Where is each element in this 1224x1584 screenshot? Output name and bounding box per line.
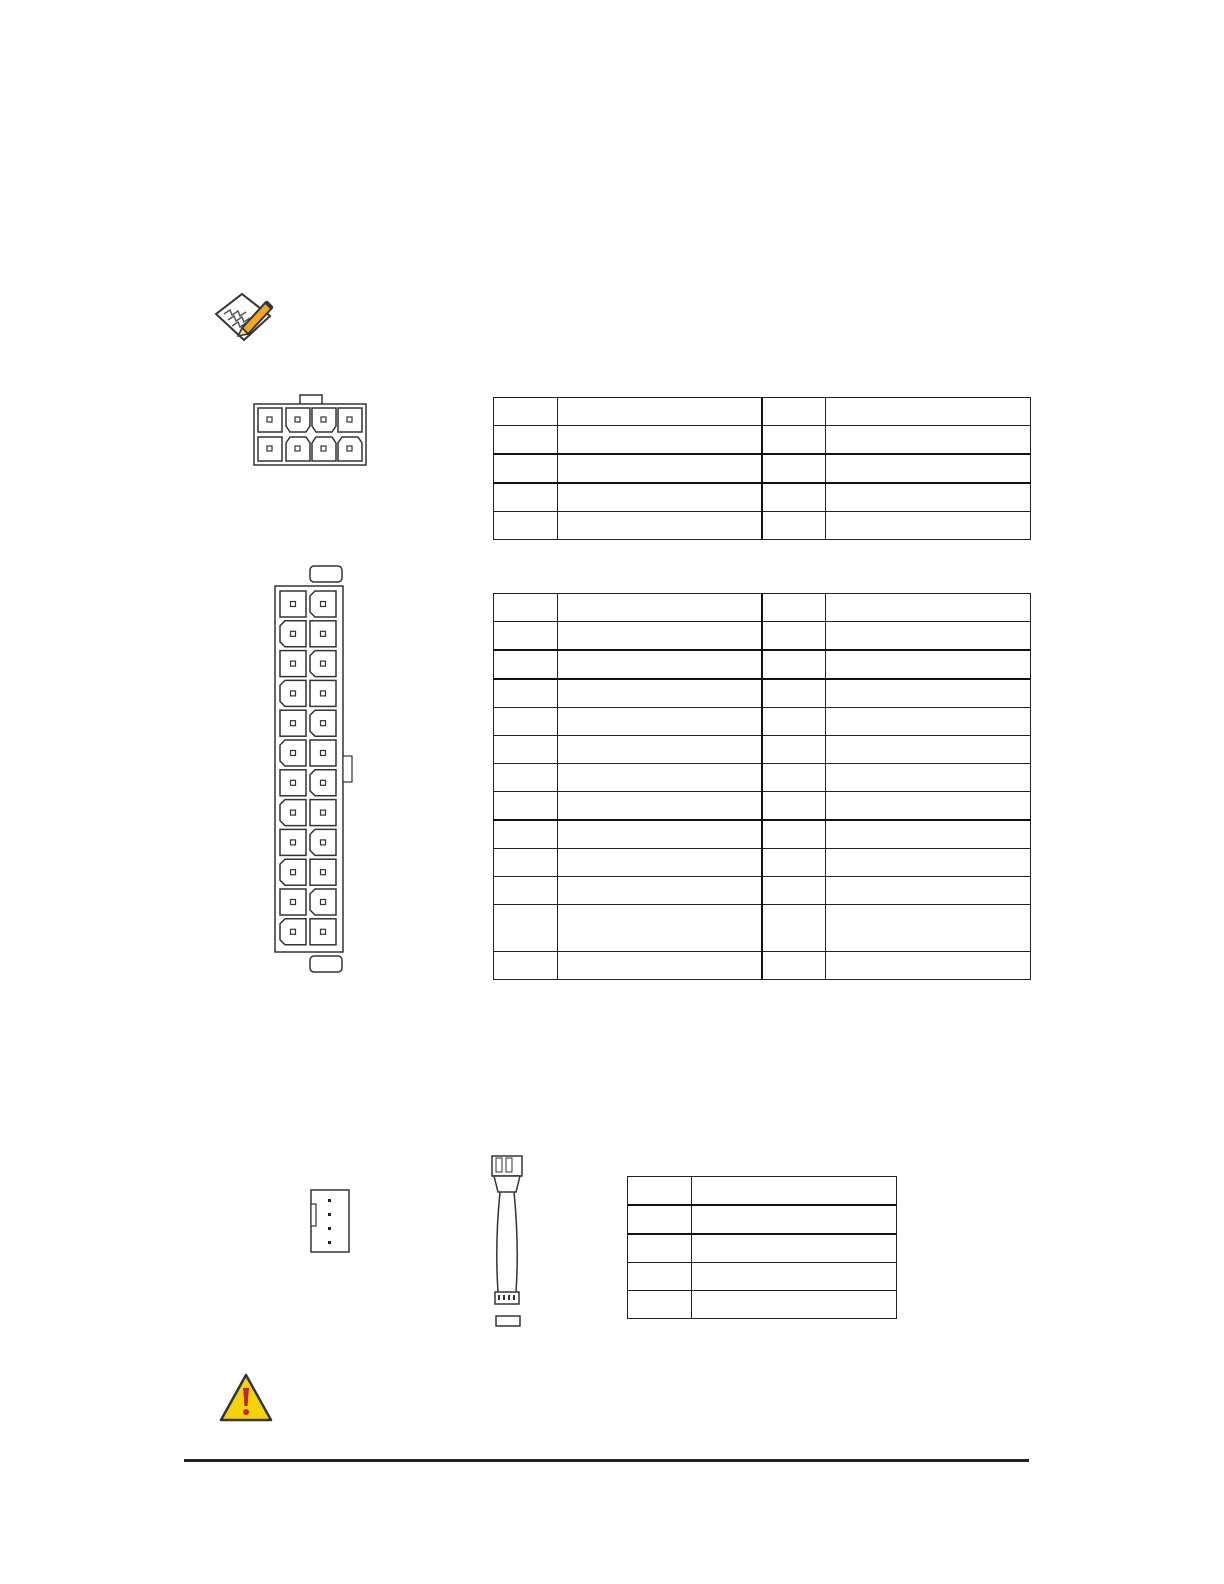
atx-pin-hole [321, 631, 326, 636]
fan-header-4-pin [306, 1186, 356, 1258]
atx-pin-hole [321, 870, 326, 875]
table-row [628, 1234, 897, 1263]
atx-pin-hole [321, 929, 326, 934]
table-row [494, 952, 1031, 980]
warning-triangle-icon [218, 1372, 274, 1424]
atx-pin-hole [291, 900, 296, 905]
atx-24-pin-connector [268, 560, 360, 980]
atx-pin-hole [321, 721, 326, 726]
fan-pin-table [627, 1176, 897, 1319]
atx-pin-hole [321, 780, 326, 785]
atx-pin-hole [291, 751, 296, 756]
atx-pin-hole [291, 780, 296, 785]
table-row [494, 454, 1031, 483]
table-row [628, 1263, 897, 1291]
atx-pin-hole [321, 661, 326, 666]
table-row [494, 679, 1031, 708]
table-row [494, 398, 1031, 426]
table-row [494, 849, 1031, 877]
table-row [494, 764, 1031, 792]
atx-pin-hole [291, 691, 296, 696]
atx-pin-hole [321, 900, 326, 905]
table-row [494, 426, 1031, 455]
atx-pin-hole [291, 631, 296, 636]
table-row [494, 650, 1031, 679]
table-row [494, 905, 1031, 952]
atx-pin-hole [291, 870, 296, 875]
atx-pin-hole [321, 602, 326, 607]
atx-pin-hole [291, 929, 296, 934]
table-row [494, 483, 1031, 512]
table-row [628, 1177, 897, 1206]
atx-pin-hole [321, 751, 326, 756]
atx-pin-hole [321, 691, 326, 696]
table-row [494, 877, 1031, 905]
table-row [494, 622, 1031, 651]
atx-12v-8-pin-connector [250, 393, 370, 469]
atx-pin-hole [291, 661, 296, 666]
footer-divider [184, 1459, 1029, 1462]
table-row [494, 792, 1031, 821]
atx-pin-hole [321, 840, 326, 845]
table-row [494, 512, 1031, 540]
atx12v-pin-table [493, 397, 1031, 540]
atx-pin-hole [291, 840, 296, 845]
table-row [494, 594, 1031, 622]
table-row [628, 1205, 897, 1234]
atx-pin-hole [291, 721, 296, 726]
note-pencil-icon [212, 288, 280, 346]
fan-adapter-cable [486, 1152, 528, 1332]
atx-pin-table [493, 593, 1031, 980]
table-row [494, 708, 1031, 736]
atx-pin-hole [291, 810, 296, 815]
atx-pin-hole [321, 810, 326, 815]
table-row [494, 820, 1031, 849]
table-row [494, 736, 1031, 764]
table-row [628, 1291, 897, 1319]
atx-pin-hole [291, 602, 296, 607]
